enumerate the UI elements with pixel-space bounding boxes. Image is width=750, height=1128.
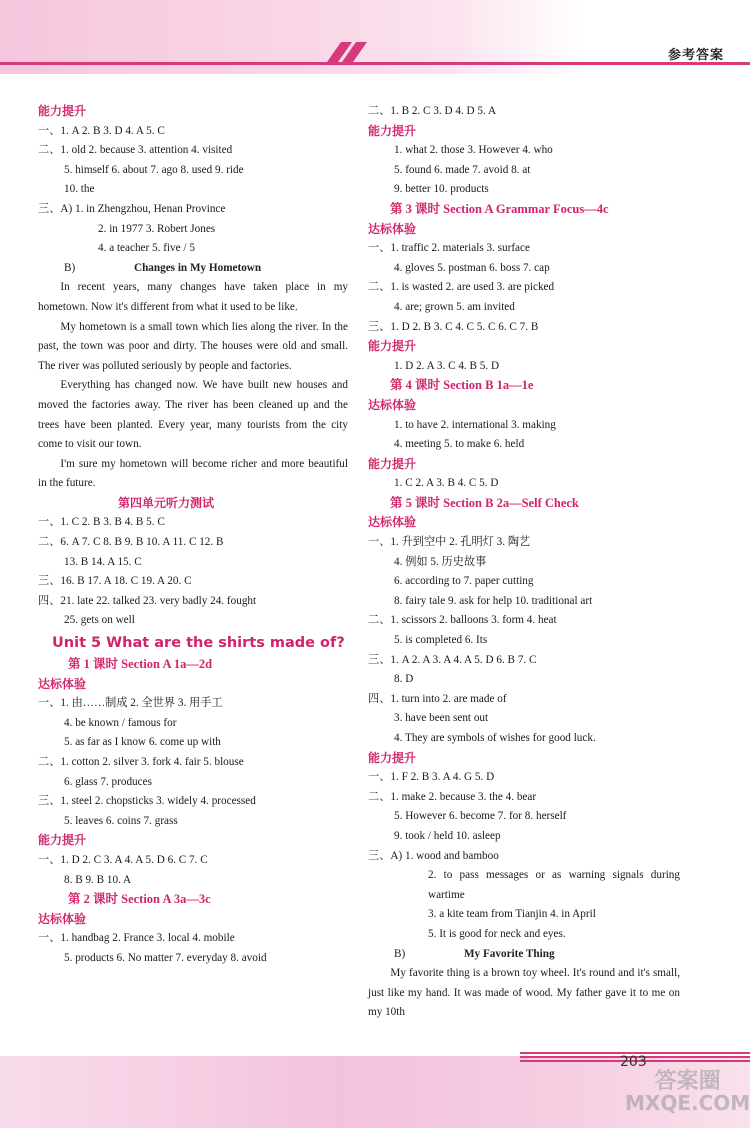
answer-line: 5. It is good for neck and eyes. <box>428 927 566 940</box>
answer-line: 一、1. C 2. B 3. B 4. B 5. C <box>38 516 165 529</box>
left-column <box>38 102 348 969</box>
answer-line: 5. However 6. become 7. for 8. herself <box>394 810 567 823</box>
page-number: 203 <box>620 1054 647 1070</box>
answer-line: 三、1. steel 2. chopsticks 3. widely 4. processed <box>38 795 256 808</box>
answer-line: 一、1. 由……制成 2. 全世界 3. 用手工 <box>38 697 223 710</box>
section-heading: 达标体验 <box>38 676 87 691</box>
section-heading: 能力提升 <box>368 123 417 138</box>
essay-paragraph: Everything has changed now. We have built new houses and moved the factories away. The river has been cleaned up and the trees have been planted. Every year, many tourists from the city come to visit our town. <box>38 379 348 451</box>
section-heading: 能力提升 <box>368 750 417 765</box>
answer-line: 5. is completed 6. Its <box>394 634 488 647</box>
essay-heading <box>38 259 348 279</box>
answer-line: 三、1. A 2. A 3. A 4. A 5. D 6. B 7. C <box>368 653 537 666</box>
answer-line: 一、1. traffic 2. materials 3. surface <box>368 242 530 255</box>
right-column <box>368 102 680 1023</box>
answer-line: 一、1. F 2. B 3. A 4. G 5. D <box>368 771 495 784</box>
section-heading: 能力提升 <box>368 456 417 471</box>
lesson-heading: 第 2 课时 Section A 3a—3c <box>68 892 211 907</box>
answer-line: 5. himself 6. about 7. ago 8. used 9. ride <box>64 163 244 176</box>
essay-heading <box>368 945 680 965</box>
section-heading: 能力提升 <box>38 833 87 848</box>
answer-line: 三、1. D 2. B 3. C 4. C 5. C 6. C 7. B <box>368 320 539 333</box>
unit-title: Unit 5 What are the shirts made of? <box>52 635 345 652</box>
essay-paragraph: I'm sure my hometown will become richer and more beautiful in the future. <box>38 457 348 490</box>
answer-line: 1. C 2. A 3. B 4. C 5. D <box>394 477 499 490</box>
answer-line: 4. are; grown 5. am invited <box>394 300 515 313</box>
answer-line: 三、A) 1. in Zhengzhou, Henan Province <box>38 202 226 215</box>
answer-line: 9. better 10. products <box>394 183 489 196</box>
answer-line: 13. B 14. A 15. C <box>64 555 142 568</box>
answer-line: 二、1. old 2. because 3. attention 4. visited <box>38 144 233 157</box>
answer-line: 25. gets on well <box>64 614 135 627</box>
answer-line: 4. They are symbols of wishes for good luck. <box>394 732 596 744</box>
answer-line: 二、1. scissors 2. balloons 3. form 4. heat <box>368 614 557 627</box>
test-heading: 第四单元听力测试 <box>118 495 215 510</box>
answer-line: 5. leaves 6. coins 7. grass <box>64 814 178 827</box>
watermark-text: 答案圈 <box>654 1069 721 1094</box>
lesson-heading: 第 4 课时 Section B 1a—1e <box>390 378 534 393</box>
answer-line: 四、1. turn into 2. are made of <box>368 692 507 705</box>
essay-label: B) <box>64 261 76 274</box>
answer-line: 1. what 2. those 3. However 4. who <box>394 144 553 157</box>
essay-paragraph: My hometown is a small town which lies along the river. In the past, the town was poor and dirty. The houses were old and small. The river was polluted seriously by people and factories. <box>38 320 348 372</box>
essay-title: Changes in My Hometown <box>134 261 262 274</box>
lesson-heading: 第 1 课时 Section A 1a—2d <box>68 657 213 672</box>
answer-line: 5. found 6. made 7. avoid 8. at <box>394 163 531 176</box>
lesson-heading: 第 5 课时 Section B 2a—Self Check <box>390 495 579 510</box>
page-header <box>0 0 750 74</box>
answer-line: 4. meeting 5. to make 6. held <box>394 438 525 451</box>
answer-line: 2. in 1977 3. Robert Jones <box>98 222 216 235</box>
answer-line: 5. products 6. No matter 7. everyday 8. avoid <box>64 951 267 964</box>
answer-line: 4. 例如 5. 历史故事 <box>394 555 487 568</box>
section-heading: 能力提升 <box>368 339 417 354</box>
answer-line: 8. D <box>394 673 414 686</box>
answer-line: 四、21. late 22. talked 23. very badly 24. fought <box>38 594 257 607</box>
answer-line: 二、1. make 2. because 3. the 4. bear <box>368 790 537 803</box>
watermark-url: MXQE.COM <box>625 1091 750 1116</box>
section-heading: 达标体验 <box>368 221 417 236</box>
essay-paragraph: In recent years, many changes have taken place in my hometown. Now it's different from what it used to be like. <box>38 281 348 313</box>
section-heading: 能力提升 <box>38 104 87 118</box>
header-rule <box>0 62 750 65</box>
answer-line: 6. according to 7. paper cutting <box>394 575 534 588</box>
answer-line: 3. have been sent out <box>394 712 489 725</box>
answer-line: 5. as far as I know 6. come up with <box>64 736 221 749</box>
answer-line: 一、1. D 2. C 3. A 4. A 5. D 6. C 7. C <box>38 853 208 866</box>
answer-line: 二、1. is wasted 2. are used 3. are picked <box>368 281 555 294</box>
lesson-heading: 第 3 课时 Section A Grammar Focus—4c <box>390 201 609 216</box>
answer-line: 4. be known / famous for <box>64 716 177 729</box>
section-heading: 达标体验 <box>368 515 417 530</box>
answer-line: 4. a teacher 5. five / 5 <box>98 242 195 255</box>
answer-line: 3. a kite team from Tianjin 4. in April <box>428 908 596 921</box>
answer-line: 4. gloves 5. postman 6. boss 7. cap <box>394 261 550 274</box>
watermark-logo <box>625 1070 750 1114</box>
essay-paragraph: My favorite thing is a brown toy wheel. It's round and it's small, just like my hand. It was made of wood. My father gave it to me on my 10th <box>368 967 680 1019</box>
answer-line: 10. the <box>64 183 95 196</box>
answer-line: 一、1. handbag 2. France 3. local 4. mobile <box>38 932 235 945</box>
essay-title: My Favorite Thing <box>464 947 555 960</box>
answer-line: 二、6. A 7. C 8. B 9. B 10. A 11. C 12. B <box>38 536 224 549</box>
section-heading: 达标体验 <box>368 397 417 412</box>
section-heading: 达标体验 <box>38 911 87 926</box>
answer-line: 一、1. 升到空中 2. 孔明灯 3. 陶艺 <box>368 536 531 549</box>
answer-line: 6. glass 7. produces <box>64 775 152 788</box>
answer-line: 8. fairy tale 9. ask for help 10. traditional art <box>394 594 593 607</box>
answer-line: 2. to pass messages or as warning signals during wartime <box>428 869 680 901</box>
answer-line: 1. D 2. A 3. C 4. B 5. D <box>394 359 500 372</box>
answer-line: 二、1. cotton 2. silver 3. fork 4. fair 5. blouse <box>38 756 244 768</box>
answer-line: 一、1. A 2. B 3. D 4. A 5. C <box>38 124 165 137</box>
answer-line: 二、1. B 2. C 3. D 4. D 5. A <box>368 105 497 117</box>
answer-line: 8. B 9. B 10. A <box>64 873 132 886</box>
answer-line: 9. took / held 10. asleep <box>394 829 501 842</box>
answer-line: 三、16. B 17. A 18. C 19. A 20. C <box>38 575 192 588</box>
essay-label: B) <box>394 947 406 960</box>
answer-line: 三、A) 1. wood and bamboo <box>368 849 499 862</box>
answer-line: 1. to have 2. international 3. making <box>394 418 556 431</box>
header-title: 参考答案 <box>667 48 724 63</box>
